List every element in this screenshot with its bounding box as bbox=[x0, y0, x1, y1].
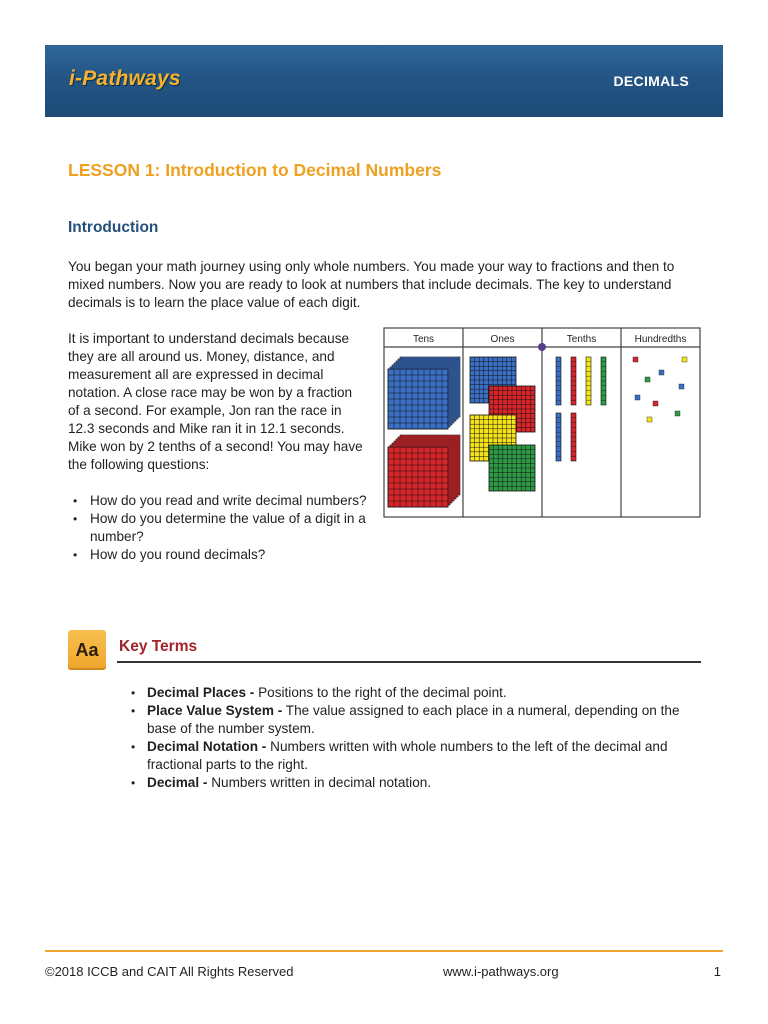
logo: i-Pathways bbox=[69, 67, 181, 90]
why-paragraph: It is important to understand decimals because they are all around us. Money, distance, and measurement all are expressed in decimal notation. A close race may be won by a fraction of a second. For example, Jon ran the race in 12.3 seconds and Mike ran it in 12.1 seconds. Mike won by 2 tenths of a second! You may have the following questions: bbox=[68, 331, 363, 472]
footer-copyright: ©2018 ICCB and CAIT All Rights Reserved bbox=[45, 964, 294, 979]
list-item bbox=[127, 684, 707, 702]
col-header-hundredths: Hundredths bbox=[634, 334, 687, 345]
page-number: 1 bbox=[713, 964, 721, 979]
key-terms-list bbox=[127, 684, 707, 792]
list-item bbox=[127, 774, 707, 792]
unit-cube bbox=[675, 411, 680, 416]
header-bar bbox=[45, 45, 723, 117]
term: Decimal Places - bbox=[147, 685, 255, 700]
key-terms-divider bbox=[117, 661, 701, 663]
col-header-ones: Ones bbox=[490, 334, 515, 345]
key-terms-title: Key Terms bbox=[119, 638, 198, 655]
blue-rod bbox=[556, 413, 561, 461]
definition: Positions to the right of the decimal point. bbox=[254, 685, 507, 700]
list-item: • How do you read and write decimal numbers? bbox=[68, 492, 368, 510]
list-item bbox=[127, 738, 707, 774]
introduction-heading: Introduction bbox=[68, 219, 159, 236]
unit-cube bbox=[647, 417, 652, 422]
footer-divider bbox=[45, 950, 723, 952]
unit-cube bbox=[659, 370, 664, 375]
footer-url[interactable]: www.i-pathways.org bbox=[443, 964, 559, 979]
red-cube bbox=[388, 435, 460, 507]
list-item: • How do you determine the value of a digit in a number? bbox=[68, 510, 368, 546]
yellow-rod bbox=[586, 357, 591, 405]
unit-cube bbox=[635, 395, 640, 400]
blue-cube bbox=[388, 357, 460, 429]
place-value-chart bbox=[383, 327, 701, 519]
unit-cube bbox=[633, 357, 638, 362]
term: Decimal Notation - bbox=[147, 739, 267, 754]
key-terms-icon: Aa bbox=[68, 630, 106, 670]
list-item bbox=[127, 702, 707, 738]
col-header-tens: Tens bbox=[412, 334, 435, 345]
definition: Numbers written in decimal notation. bbox=[207, 775, 432, 790]
red-rod bbox=[571, 413, 576, 461]
term: Place Value System - bbox=[147, 703, 283, 718]
section-label: DECIMALS bbox=[613, 73, 689, 89]
unit-cube bbox=[682, 357, 687, 362]
green-rod bbox=[601, 357, 606, 405]
red-rod bbox=[571, 357, 576, 405]
unit-cube bbox=[653, 401, 658, 406]
lesson-title: LESSON 1: Introduction to Decimal Numbers bbox=[68, 160, 442, 180]
definition: Numbers written with whole numbers to the left of the decimal and fractional parts to the right. bbox=[147, 739, 668, 772]
list-item: • How do you round decimals? bbox=[68, 546, 368, 564]
col-header-tenths: Tenths bbox=[566, 334, 597, 345]
place-value-diagram bbox=[383, 327, 701, 524]
questions-list bbox=[68, 492, 368, 564]
unit-cube bbox=[679, 384, 684, 389]
unit-cube bbox=[645, 377, 650, 382]
green-flat bbox=[489, 445, 535, 491]
definition: The value assigned to each place in a numeral, depending on the base of the number system. bbox=[147, 703, 680, 736]
intro-paragraph: You began your math journey using only whole numbers. You made your way to fractions and then to mixed numbers. Now you are ready to look at numbers that include decimals. The key to understand decimals is to learn the place value of each digit. bbox=[68, 259, 675, 310]
term: Decimal - bbox=[147, 775, 208, 790]
decimal-point-marker bbox=[538, 343, 546, 351]
blue-rod bbox=[556, 357, 561, 405]
